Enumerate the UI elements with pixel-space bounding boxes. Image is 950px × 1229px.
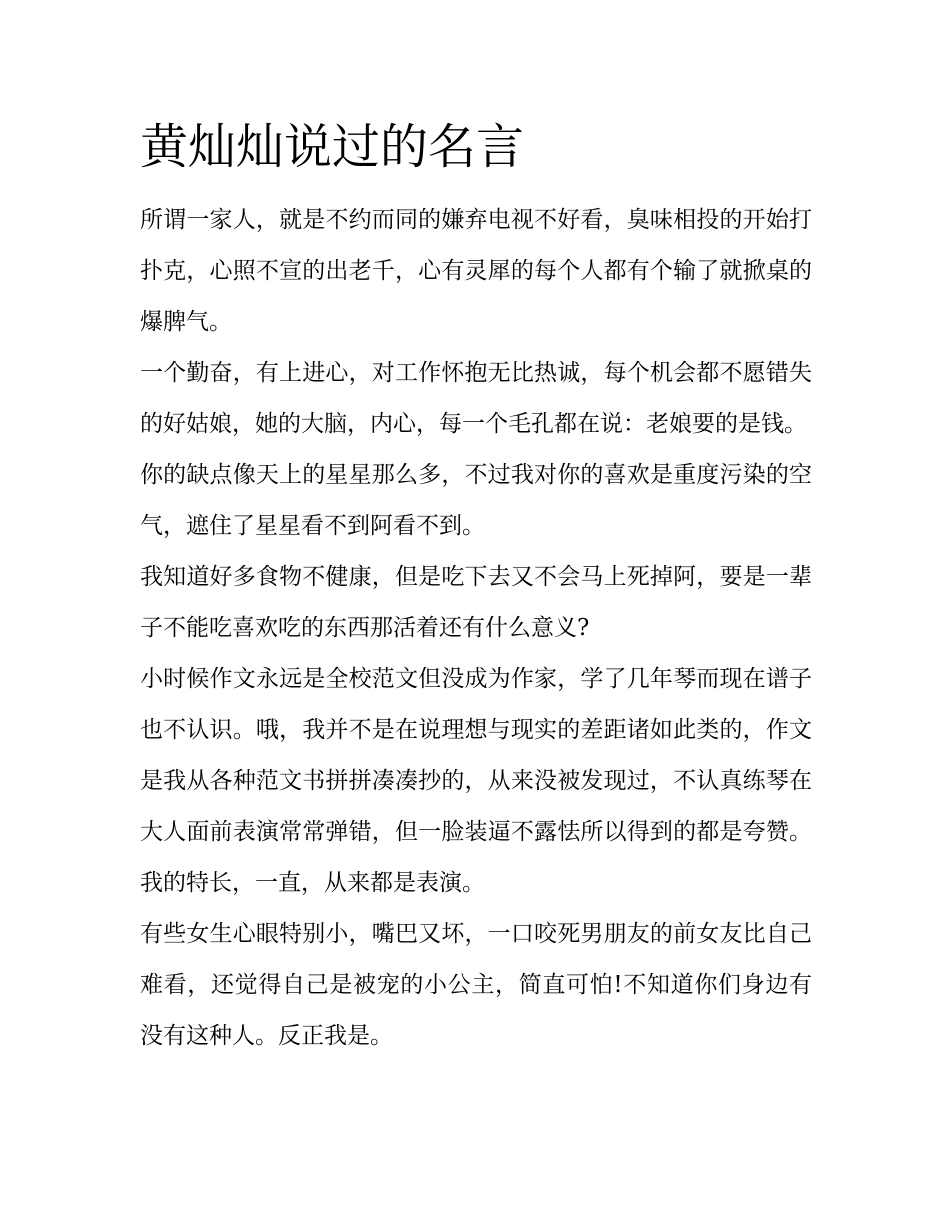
paragraph-2: 一个勤奋，有上进心，对工作怀抱无比热诚，每个机会都不愿错失的好姑娘，她的大脑，内心，每一个毛孔都在说：老娘要的是钱。 <box>140 360 812 437</box>
paragraph-5: 小时候作文永远是全校范文但没成为作家，学了几年琴而现在谱子也不认识。哦，我并不是在说理想与现实的差距诸如此类的，作文是我从各种范文书拼拼凑凑抄的，从来没被发现过，不认真练琴在大人面前表演常常弹错，但一脸装逼不露怯所以得到的都是夸赞。我的特长，一直，从来都是表演。 <box>140 666 812 896</box>
document-title: 黄灿灿说过的名言 <box>140 119 525 175</box>
paragraph-4: 我知道好多食物不健康，但是吃下去又不会马上死掉阿，要是一辈子不能吃喜欢吃的东西那活着还有什么意义? <box>140 564 812 641</box>
document-body <box>140 195 812 1062</box>
paragraph-1: 所谓一家人，就是不约而同的嫌弃电视不好看，臭味相投的开始打扑克，心照不宣的出老千，心有灵犀的每个人都有个输了就掀桌的爆脾气。 <box>140 207 812 335</box>
paragraph-3: 你的缺点像天上的星星那么多，不过我对你的喜欢是重度污染的空气，遮住了星星看不到阿看不到。 <box>140 462 812 539</box>
paragraph-6: 有些女生心眼特别小，嘴巴又坏，一口咬死男朋友的前女友比自己难看，还觉得自己是被宠的小公主，简直可怕!不知道你们身边有没有这种人。反正我是。 <box>140 921 812 1049</box>
